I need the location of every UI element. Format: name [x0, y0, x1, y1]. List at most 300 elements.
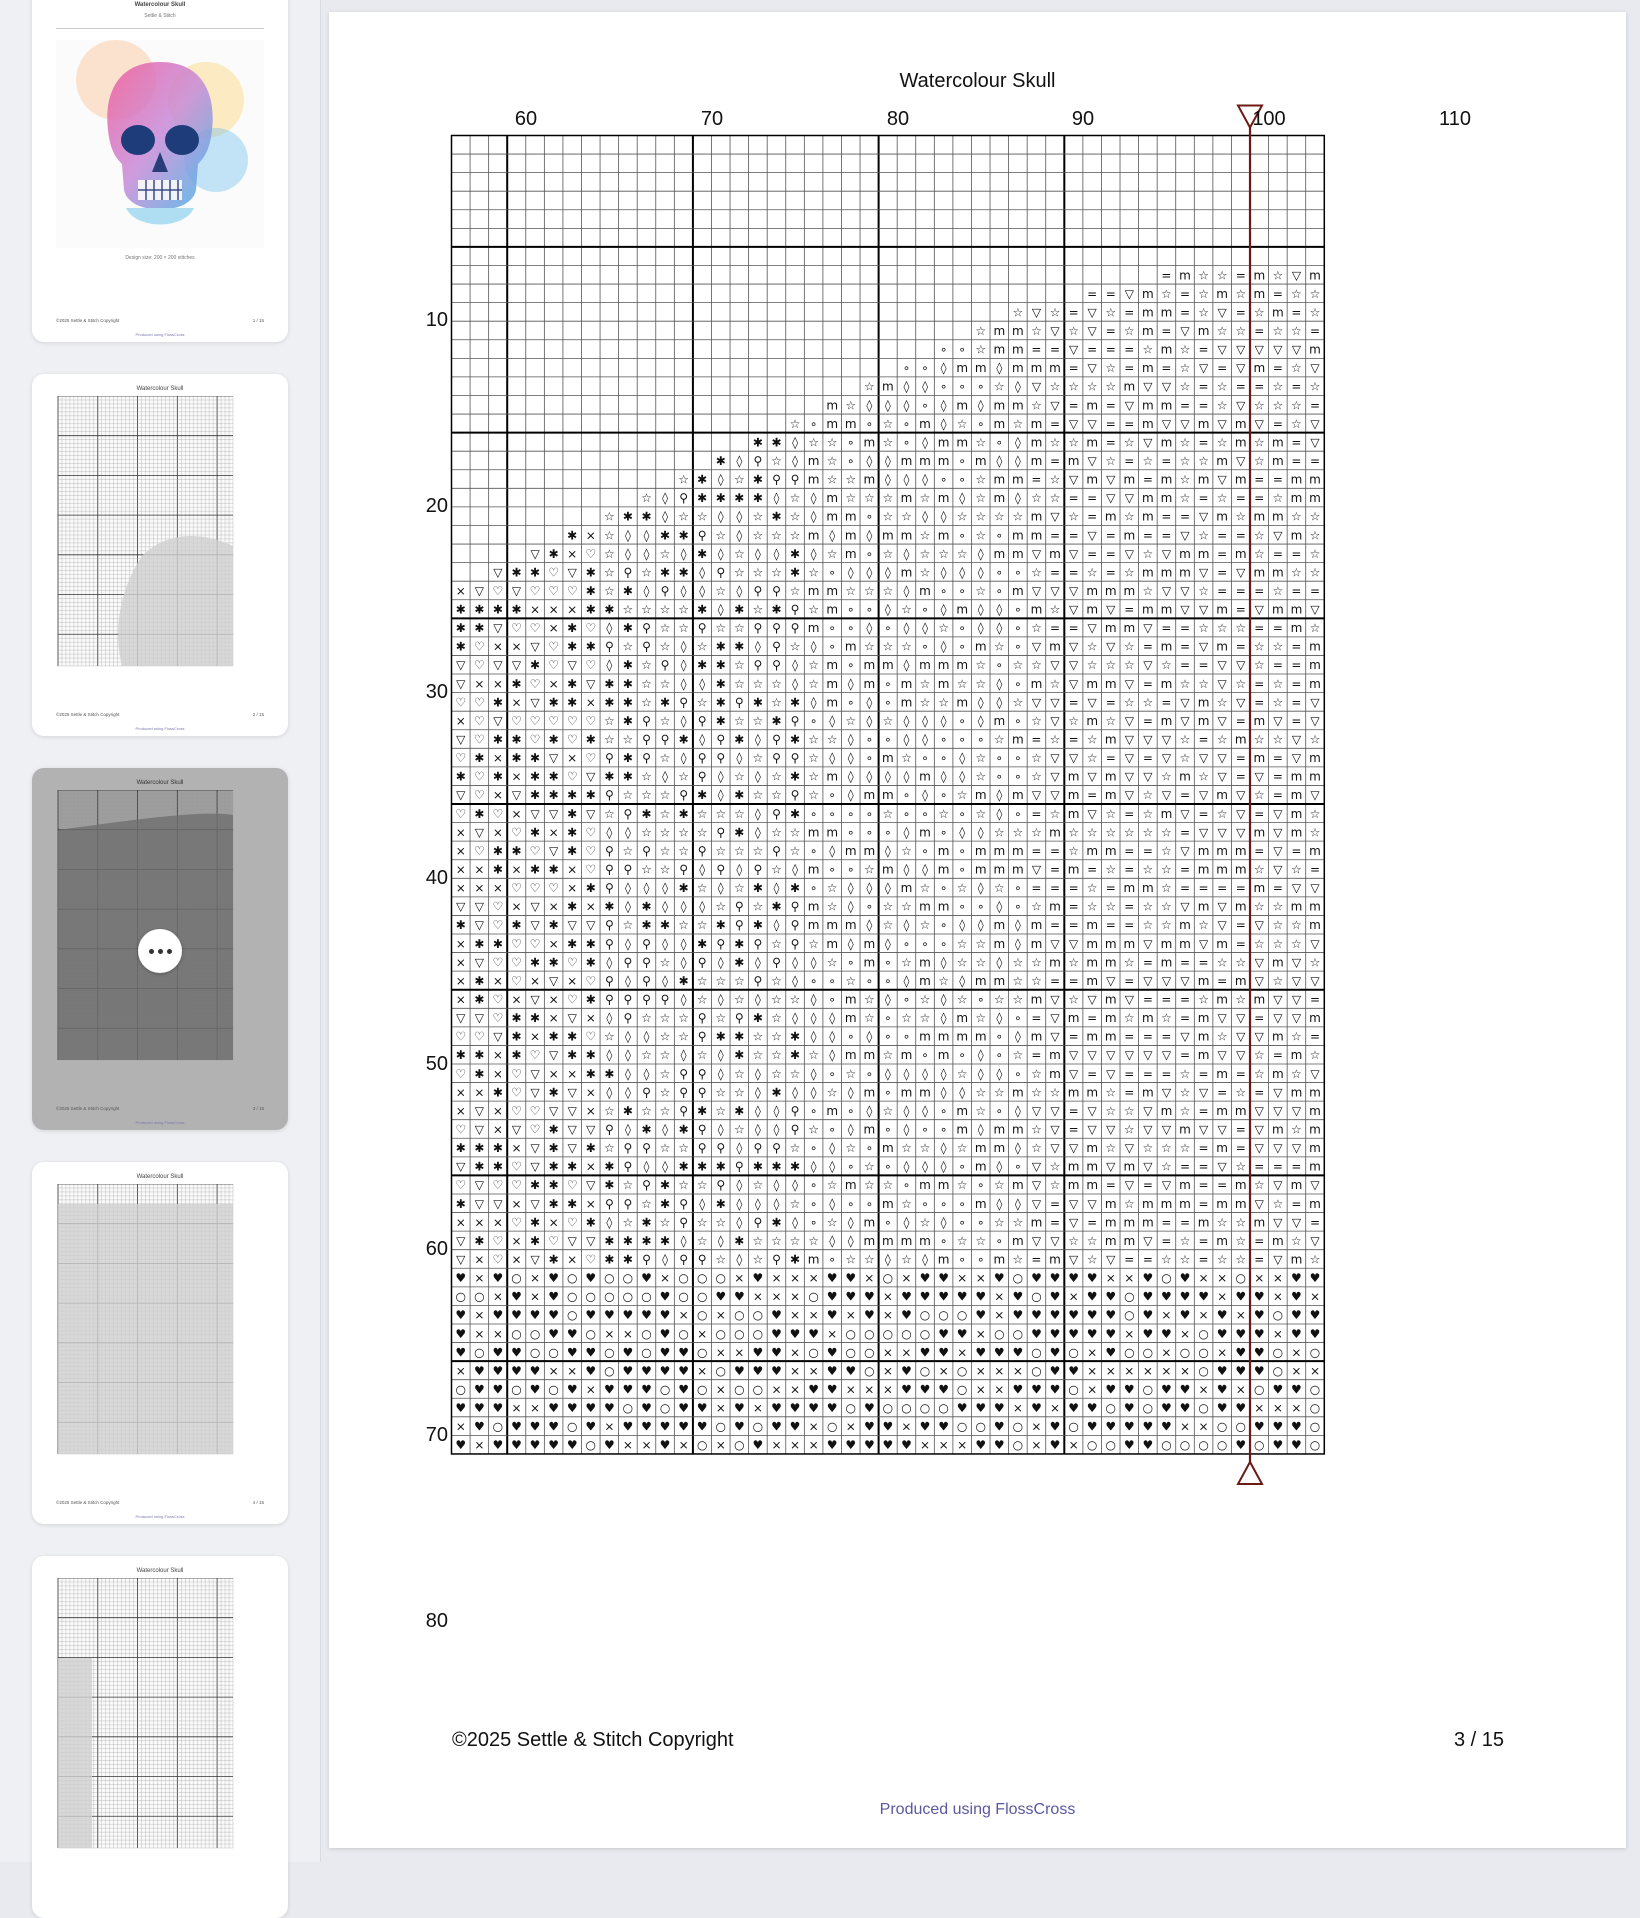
stitch-symbol: ◊: [680, 1233, 687, 1248]
stitch-symbol: ◊: [792, 1011, 799, 1026]
stitch-symbol: ▽: [586, 1122, 596, 1137]
stitch-symbol: ▽: [567, 918, 577, 933]
stitch-symbol: ⚲: [790, 621, 800, 636]
stitch-symbol: =: [1272, 1159, 1283, 1174]
stitch-symbol: ☆: [715, 583, 727, 598]
stitch-symbol: ♥: [548, 1401, 560, 1416]
stitch-symbol: ♡: [585, 862, 597, 877]
stitch-symbol: ☆: [1198, 676, 1209, 691]
stitch-symbol: ☆: [1179, 361, 1191, 376]
stitch-symbol: ∘: [809, 1196, 818, 1211]
stitch-symbol: ☆: [1105, 658, 1117, 673]
stitch-symbol: ☆: [696, 639, 708, 654]
stitch-symbol: ▽: [1291, 1011, 1302, 1026]
stitch-symbol: m: [1272, 509, 1284, 524]
stitch-symbol: ⚲: [772, 806, 781, 821]
stitch-symbol: ◊: [996, 453, 1003, 468]
stitch-symbol: m: [844, 528, 857, 543]
stitch-symbol: m: [863, 435, 876, 450]
stitch-symbol: m: [882, 528, 894, 543]
stitch-symbol: ○: [1179, 1438, 1191, 1453]
row-label: 80: [425, 1610, 448, 1632]
stitch-symbol: ▽: [530, 639, 540, 654]
stitch-symbol: ⨯: [455, 713, 466, 728]
stitch-symbol: =: [1142, 1029, 1153, 1044]
stitch-symbol: ◊: [884, 843, 891, 858]
stitch-symbol: ✱: [697, 658, 708, 673]
stitch-symbol: ☆: [1235, 1215, 1247, 1230]
stitch-symbol: ◊: [810, 509, 817, 524]
page-thumbnail-5[interactable]: [32, 1556, 288, 1918]
stitch-symbol: ⚲: [772, 843, 781, 858]
row-label: 60: [425, 1238, 448, 1260]
page-thumbnail-1[interactable]: [32, 0, 288, 342]
stitch-symbol: m: [919, 1029, 931, 1044]
stitch-symbol: ▽: [1124, 546, 1134, 561]
stitch-symbol: ⨯: [492, 825, 503, 840]
stitch-symbol: =: [1235, 936, 1246, 951]
stitch-symbol: ○: [1068, 1419, 1079, 1434]
stitch-symbol: ○: [696, 1289, 708, 1304]
stitch-symbol: ☆: [659, 1048, 671, 1063]
stitch-symbol: m: [1272, 1122, 1284, 1137]
stitch-symbol: ♡: [473, 788, 485, 803]
stitch-symbol: ▽: [1124, 1048, 1134, 1063]
stitch-symbol: m: [993, 918, 1006, 933]
stitch-symbol: ∘: [976, 992, 985, 1007]
stitch-symbol: ♡: [455, 1178, 467, 1193]
stitch-symbol: ✱: [567, 1029, 578, 1044]
stitch-symbol: m: [974, 1141, 987, 1156]
stitch-symbol: ▽: [1106, 1066, 1116, 1081]
stitch-symbol: m: [1012, 1085, 1024, 1100]
stitch-symbol: ✱: [567, 1196, 578, 1211]
stitch-symbol: ♡: [455, 695, 467, 710]
stitch-symbol: ☆: [1179, 1141, 1191, 1156]
stitch-symbol: ∘: [809, 806, 818, 821]
stitch-symbol: ∘: [939, 583, 948, 598]
stitch-symbol: ◊: [977, 565, 984, 580]
stitch-symbol: ☆: [1253, 732, 1265, 747]
stitch-symbol: ☆: [603, 509, 615, 524]
stitch-symbol: ☆: [752, 1252, 764, 1267]
stitch-symbol: ⨯: [1272, 1289, 1283, 1304]
stitch-symbol: ◊: [903, 862, 910, 877]
stitch-symbol: ⚲: [697, 843, 707, 858]
stitch-symbol: ✱: [641, 1233, 652, 1248]
stitch-symbol: ♥: [566, 1438, 578, 1453]
stitch-symbol: ♥: [771, 1419, 782, 1434]
stitch-symbol: ◊: [606, 621, 613, 636]
stitch-symbol: ☆: [938, 621, 949, 636]
stitch-symbol: ∘: [958, 1159, 966, 1174]
stitch-symbol: ♡: [492, 1233, 504, 1248]
page-thumbnail-3[interactable]: [32, 768, 288, 1130]
stitch-symbol: ▽: [1273, 528, 1283, 543]
stitch-symbol: ◊: [624, 936, 631, 951]
stitch-symbol: ○: [864, 1363, 875, 1378]
stitch-symbol: m: [900, 491, 913, 506]
stitch-symbol: ☆: [603, 1103, 615, 1118]
stitch-symbol: =: [1272, 286, 1283, 301]
stitch-symbol: ○: [1198, 1363, 1209, 1378]
stitch-symbol: m: [1123, 621, 1136, 636]
stitch-symbol: ✱: [492, 602, 503, 617]
stitch-symbol: =: [1217, 546, 1228, 561]
stitch-symbol: ☆: [1272, 323, 1284, 338]
stitch-symbol: ☆: [678, 843, 690, 858]
stitch-symbol: =: [1142, 713, 1153, 728]
stitch-symbol: ◊: [977, 918, 984, 933]
stitch-symbol: ✱: [585, 732, 596, 747]
stitch-symbol: ◊: [773, 1178, 780, 1193]
stitch-symbol: ⚲: [660, 583, 670, 598]
stitch-symbol: ◊: [792, 1085, 799, 1100]
stitch-symbol: m: [1197, 1011, 1210, 1026]
stitch-symbol: ▽: [1068, 583, 1079, 598]
stitch-symbol: ⨯: [492, 1289, 503, 1304]
stitch-symbol: m: [826, 825, 839, 840]
stitch-symbol: ▽: [1068, 1215, 1079, 1230]
stitch-symbol: ◊: [810, 1066, 817, 1081]
stitch-symbol: ♥: [529, 1363, 541, 1378]
stitch-symbol: ▽: [1236, 806, 1246, 821]
stitch-symbol: =: [1235, 639, 1246, 654]
stitch-symbol: ○: [511, 1326, 522, 1341]
stitch-symbol: ✱: [548, 1122, 559, 1137]
stitch-symbol: ♡: [492, 1178, 504, 1193]
stitch-symbol: ◊: [866, 565, 873, 580]
stitch-symbol: ♥: [678, 1363, 690, 1378]
stitch-symbol: ◊: [829, 1233, 836, 1248]
stitch-symbol: =: [1049, 621, 1061, 636]
stitch-symbol: ☆: [659, 788, 671, 803]
stitch-symbol: ○: [1105, 1438, 1116, 1453]
stitch-symbol: ▽: [530, 1066, 540, 1081]
stitch-symbol: m: [956, 398, 969, 413]
stitch-symbol: ☆: [975, 806, 987, 821]
stitch-symbol: ♡: [548, 881, 560, 896]
stitch-symbol: m: [863, 936, 876, 951]
page-thumbnail-4[interactable]: [32, 1162, 288, 1524]
stitch-symbol: ⨯: [455, 1363, 466, 1378]
stitch-symbol: ∘: [846, 695, 855, 710]
stitch-symbol: m: [1012, 472, 1024, 487]
stitch-symbol: ♡: [455, 806, 467, 821]
stitch-symbol: ☆: [975, 342, 987, 357]
stitch-symbol: ◊: [1014, 491, 1021, 506]
stitch-symbol: ▽: [1161, 583, 1172, 598]
stitch-symbol: ✱: [530, 825, 541, 840]
stitch-symbol: =: [1179, 862, 1191, 877]
stitch-symbol: ☆: [975, 583, 987, 598]
stitch-symbol: ☆: [696, 918, 708, 933]
stitch-symbol: ▽: [1050, 992, 1060, 1007]
stitch-symbol: ◊: [792, 676, 799, 691]
stitch-symbol: m: [956, 1011, 969, 1026]
stitch-symbol: ☆: [789, 491, 801, 506]
stitch-symbol: ☆: [1272, 398, 1284, 413]
stitch-symbol: ✱: [697, 491, 708, 506]
produced-by-link[interactable]: Produced using FlossCross: [879, 1801, 1076, 1818]
stitch-symbol: ♡: [529, 621, 541, 636]
stitch-symbol: ☆: [1012, 955, 1024, 970]
stitch-symbol: =: [1272, 769, 1283, 784]
stitch-symbol: m: [807, 621, 820, 636]
stitch-symbol: ♥: [1161, 1419, 1172, 1434]
stitch-symbol: ▽: [1087, 695, 1097, 710]
stitch-symbol: ◊: [736, 509, 743, 524]
stitch-symbol: ▽: [1050, 1103, 1060, 1118]
stitch-symbol: ∘: [958, 583, 966, 598]
stitch-symbol: ⚲: [753, 862, 763, 877]
stitch-symbol: =: [1068, 361, 1079, 376]
stitch-symbol: ✱: [660, 528, 671, 543]
stitch-symbol: ◊: [699, 732, 706, 747]
stitch-symbol: ◊: [662, 936, 669, 951]
stitch-symbol: ○: [1068, 1382, 1079, 1397]
stitch-symbol: =: [1254, 676, 1265, 691]
stitch-symbol: ⚲: [679, 695, 689, 710]
stitch-symbol: ✱: [511, 602, 522, 617]
stitch-symbol: ☆: [1123, 658, 1135, 673]
stitch-symbol: ▽: [1124, 713, 1134, 728]
stitch-symbol: ♥: [919, 1345, 931, 1360]
stitch-symbol: ♥: [603, 1438, 615, 1453]
stitch-symbol: ▽: [456, 899, 466, 914]
stitch-symbol: ♥: [622, 1308, 634, 1323]
stitch-symbol: ♥: [826, 1363, 838, 1378]
stitch-symbol: ▽: [1291, 1215, 1302, 1230]
stitch-symbol: m: [844, 546, 857, 561]
stitch-symbol: m: [1160, 936, 1173, 951]
stitch-symbol: ▽: [1087, 621, 1097, 636]
stitch-symbol: ⨯: [1161, 1308, 1172, 1323]
stitch-symbol: ◊: [866, 769, 873, 784]
stitch-symbol: ⨯: [994, 1363, 1005, 1378]
stitch-symbol: ☆: [603, 565, 615, 580]
stitch-symbol: m: [807, 472, 820, 487]
stitch-symbol: ☆: [882, 918, 894, 933]
stitch-symbol: ☆: [622, 1215, 634, 1230]
stitch-symbol: ☆: [1161, 825, 1172, 840]
thumbnail-footer-left: ©2025 Settle & Stitch Copyright: [56, 1500, 120, 1505]
stitch-symbol: =: [1087, 862, 1098, 877]
stitch-symbol: ○: [1142, 1382, 1154, 1397]
stitch-symbol: ○: [715, 1363, 727, 1378]
stitch-symbol: ◊: [996, 361, 1003, 376]
stitch-symbol: ⚲: [604, 881, 614, 896]
stitch-symbol: ◊: [940, 1011, 947, 1026]
stitch-symbol: m: [1160, 955, 1173, 970]
stitch-symbol: ♡: [529, 881, 541, 896]
stitch-symbol: ☆: [808, 751, 819, 766]
stitch-symbol: ○: [511, 1271, 522, 1286]
stitch-symbol: ◊: [1014, 1196, 1021, 1211]
stitch-symbol: =: [1198, 491, 1209, 506]
stitch-symbol: m: [1086, 713, 1099, 728]
stitch-symbol: m: [1049, 899, 1061, 914]
stitch-symbol: ⨯: [864, 1382, 875, 1397]
stitch-symbol: ▽: [1124, 732, 1134, 747]
stitch-symbol: ☆: [1216, 398, 1228, 413]
stitch-symbol: =: [1124, 361, 1135, 376]
stitch-symbol: ✱: [641, 918, 652, 933]
stitch-symbol: ⚲: [716, 825, 726, 840]
stitch-symbol: ♡: [473, 1029, 485, 1044]
stitch-symbol: ▽: [1310, 435, 1320, 450]
stitch-symbol: ☆: [1049, 602, 1061, 617]
stitch-symbol: ☆: [752, 788, 764, 803]
stitch-symbol: ∘: [884, 955, 892, 970]
stitch-symbol: m: [1086, 602, 1099, 617]
stitch-symbol: ▽: [1273, 825, 1283, 840]
stitch-symbol: m: [1290, 1048, 1303, 1063]
stitch-symbol: m: [1067, 806, 1080, 821]
stitch-symbol: ♥: [1161, 1289, 1172, 1304]
stitch-symbol: ○: [678, 1326, 689, 1341]
pattern-page: [329, 12, 1626, 1848]
stitch-symbol: ∘: [1014, 1066, 1022, 1081]
stitch-symbol: ⚲: [790, 1103, 800, 1118]
page-thumbnail-2[interactable]: [32, 374, 288, 736]
stitch-symbol: ▽: [530, 899, 540, 914]
stitch-symbol: ☆: [733, 1085, 745, 1100]
stitch-symbol: ∘: [939, 788, 948, 803]
stitch-symbol: =: [1254, 621, 1265, 636]
stitch-symbol: =: [1198, 1066, 1209, 1081]
stitch-symbol: ♥: [473, 1382, 485, 1397]
stitch-symbol: ∘: [921, 1122, 929, 1137]
stitch-symbol: m: [937, 1029, 950, 1044]
stitch-symbol: ☆: [789, 583, 801, 598]
stitch-symbol: ☆: [603, 806, 615, 821]
stitch-symbol: ♥: [603, 1401, 615, 1416]
stitch-symbol: ✱: [790, 565, 801, 580]
stitch-symbol: ∘: [995, 769, 1004, 784]
stitch-symbol: m: [900, 881, 913, 896]
stitch-symbol: =: [1161, 528, 1172, 543]
stitch-symbol: m: [1179, 268, 1191, 283]
stitch-symbol: ⨯: [548, 1215, 559, 1230]
stitch-symbol: ⚲: [623, 992, 633, 1007]
stitch-symbol: ▽: [1124, 788, 1134, 803]
stitch-symbol: ▽: [1310, 788, 1320, 803]
stitch-symbol: ◊: [792, 1215, 799, 1230]
stitch-symbol: ✱: [585, 936, 596, 951]
stitch-symbol: ⨯: [511, 1252, 522, 1267]
stitch-symbol: ▽: [1198, 751, 1209, 766]
stitch-symbol: ⨯: [901, 1271, 912, 1286]
stitch-symbol: =: [1068, 881, 1079, 896]
stitch-symbol: ☆: [1031, 713, 1042, 728]
stitch-symbol: ∘: [939, 751, 948, 766]
stitch-symbol: ☆: [863, 639, 875, 654]
stitch-symbol: ♡: [566, 583, 578, 598]
more-options-button[interactable]: [138, 929, 182, 973]
stitch-symbol: =: [1031, 806, 1042, 821]
stitch-symbol: ☆: [1142, 899, 1154, 914]
stitch-symbol: ◊: [996, 621, 1003, 636]
stitch-symbol: ▽: [1217, 825, 1227, 840]
stitch-symbol: ▽: [1161, 546, 1172, 561]
stitch-symbol: ∘: [828, 862, 836, 877]
stitch-symbol: ♥: [733, 1289, 745, 1304]
stitch-symbol: ◊: [754, 1085, 761, 1100]
stitch-symbol: ♥: [938, 1289, 949, 1304]
stitch-symbol: ♥: [1049, 1326, 1061, 1341]
stitch-symbol: m: [1290, 788, 1303, 803]
stitch-symbol: ▽: [1143, 732, 1153, 747]
stitch-symbol: ✱: [492, 1141, 503, 1156]
stitch-symbol: ○: [566, 1271, 578, 1286]
stitch-symbol: =: [1179, 398, 1191, 413]
stitch-symbol: ♥: [1123, 1438, 1135, 1453]
stitch-symbol: =: [1105, 398, 1116, 413]
stitch-symbol: m: [826, 936, 839, 951]
stitch-symbol: ♥: [659, 1438, 671, 1453]
stitch-symbol: m: [1216, 843, 1229, 858]
stitch-symbol: =: [1161, 453, 1172, 468]
thumbnail-title: Watercolour Skull: [136, 1174, 184, 1180]
stitch-symbol: ◊: [903, 825, 910, 840]
stitch-symbol: ◊: [606, 1215, 613, 1230]
stitch-symbol: ▽: [1254, 918, 1264, 933]
stitch-symbol: ♥: [975, 1401, 987, 1416]
stitch-symbol: ○: [1179, 1345, 1191, 1360]
stitch-symbol: ✱: [567, 825, 578, 840]
stitch-symbol: =: [1272, 621, 1283, 636]
stitch-symbol: ▽: [1254, 955, 1264, 970]
stitch-symbol: ◊: [773, 918, 780, 933]
stitch-symbol: m: [1197, 695, 1210, 710]
stitch-symbol: m: [956, 1029, 969, 1044]
stitch-symbol: ♥: [455, 1438, 467, 1453]
stitch-symbol: ✱: [622, 658, 633, 673]
stitch-symbol: =: [1068, 899, 1079, 914]
stitch-symbol: m: [1309, 491, 1321, 506]
stitch-symbol: ⨯: [1031, 1438, 1042, 1453]
stitch-symbol: ⨯: [1217, 1289, 1228, 1304]
stitch-symbol: ◊: [829, 1159, 836, 1174]
stitch-symbol: ⚲: [697, 1122, 707, 1137]
stitch-symbol: ∘: [921, 639, 929, 654]
stitch-symbol: ☆: [789, 992, 801, 1007]
stitch-symbol: m: [1142, 1011, 1154, 1026]
stitch-symbol: ⨯: [994, 1289, 1005, 1304]
stitch-symbol: =: [1049, 565, 1061, 580]
stitch-symbol: ✱: [567, 639, 578, 654]
stitch-symbol: ♥: [1235, 1401, 1247, 1416]
stitch-symbol: ◊: [977, 398, 984, 413]
stitch-symbol: ☆: [1049, 435, 1061, 450]
stitch-symbol: ○: [715, 1326, 727, 1341]
stitch-symbol: m: [937, 676, 950, 691]
stitch-symbol: ♥: [548, 1419, 560, 1434]
stitch-symbol: =: [1272, 472, 1283, 487]
stitch-symbol: ☆: [1086, 881, 1098, 896]
stitch-symbol: ☆: [696, 695, 708, 710]
stitch-symbol: ☆: [1123, 955, 1135, 970]
stitch-symbol: ☆: [603, 528, 615, 543]
stitch-symbol: ☆: [696, 1048, 708, 1063]
stitch-symbol: m: [974, 862, 987, 877]
stitch-symbol: =: [1235, 491, 1246, 506]
stitch-symbol: =: [1087, 491, 1098, 506]
stitch-symbol: ▽: [1236, 398, 1246, 413]
stitch-symbol: ∘: [958, 1215, 966, 1230]
stitch-symbol: ☆: [1216, 1252, 1228, 1267]
